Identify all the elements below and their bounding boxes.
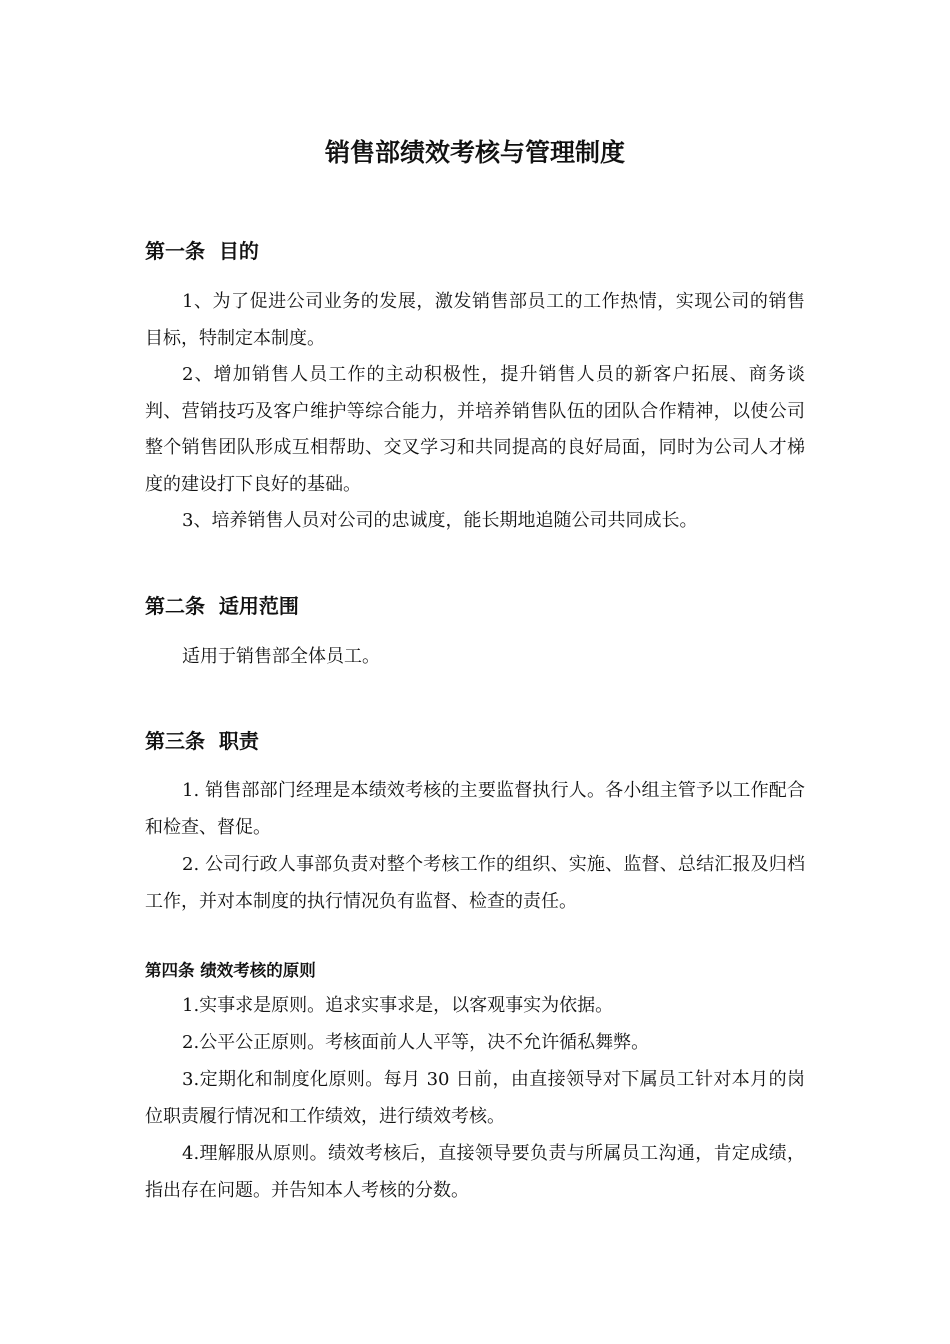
section-4-paragraph-2: 2.公平公正原则。考核面前人人平等，决不允许循私舞弊。: [182, 1032, 650, 1053]
section-1-paragraph-2: 2、增加销售人员工作的主动积极性，提升销售人员的新客户拓展、商务谈判、营销技巧及客户维护等综合能力，并培养销售队伍的团队合作精神，以使公司整个销售团队形成互相帮助、交叉学习和共同提高的良好局面，同时为公司人才梯度的建设打下良好的基础。: [145, 364, 805, 495]
section-heading-1: 第一条 目的: [145, 239, 259, 263]
section-3-paragraph-2: 2. 公司行政人事部负责对整个考核工作的组织、实施、监督、总结汇报及归档工作，并对本制度的执行情况负有监督、检查的责任。: [145, 854, 805, 912]
section-heading-2: 第二条 适用范围: [145, 594, 299, 618]
document-title: 销售部绩效考核与管理制度: [324, 138, 625, 167]
section-4-paragraph-3: 3.定期化和制度化原则。每月 30 日前，由直接领导对下属员工针对本月的岗位职责履行情况和工作绩效，进行绩效考核。: [145, 1069, 805, 1127]
section-2-paragraph-1: 适用于销售部全体员工。: [182, 646, 380, 667]
section-4-paragraph-4: 4.理解服从原则。绩效考核后，直接领导要负责与所属员工沟通，肯定成绩，指出存在问题。并告知本人考核的分数。: [145, 1143, 805, 1201]
section-4-paragraph-1: 1.实事求是原则。追求实事求是，以客观事实为依据。: [182, 995, 614, 1016]
section-1-paragraph-1: 1、为了促进公司业务的发展，激发销售部员工的工作热情，实现公司的销售目标，特制定本制度。: [145, 291, 805, 349]
section-1-paragraph-3: 3、培养销售人员对公司的忠诚度，能长期地追随公司共同成长。: [182, 510, 698, 531]
section-heading-3: 第三条 职责: [145, 729, 259, 753]
section-heading-4: 第四条 绩效考核的原则: [145, 961, 316, 980]
section-3-paragraph-1: 1. 销售部部门经理是本绩效考核的主要监督执行人。各小组主管予以工作配合和检查、督促。: [145, 780, 805, 838]
